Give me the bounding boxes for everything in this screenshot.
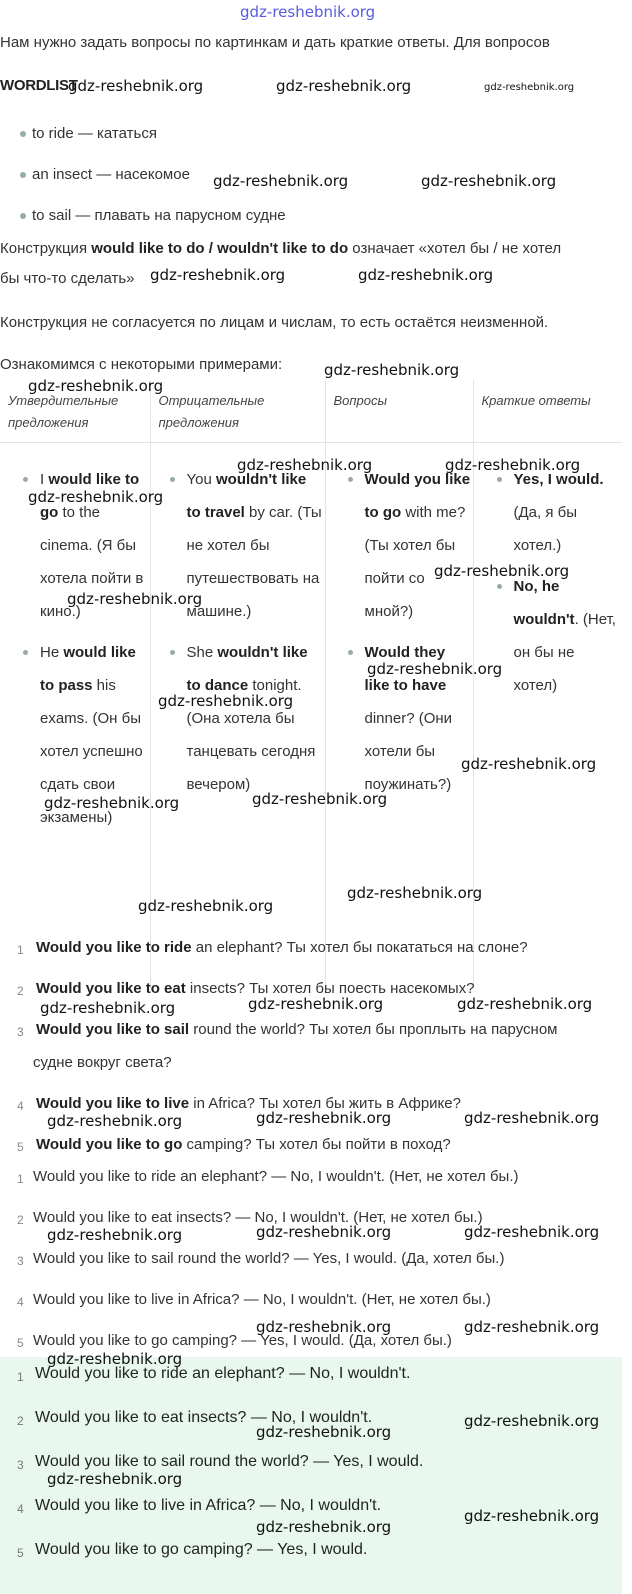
item-number: 1 <box>17 1172 24 1186</box>
final-answer-line: Would you like to sail round the world? — Yes, I would. <box>35 1453 424 1470</box>
watermark: gdz-reshebnik.org <box>150 266 286 284</box>
watermark: gdz-reshebnik.org <box>256 1423 392 1441</box>
item-number: 5 <box>17 1546 24 1560</box>
bullet <box>20 131 26 137</box>
question-line: Would you like to eat insects? Ты хотел бы поесть насекомых? <box>36 980 475 997</box>
watermark: gdz-reshebnik.org <box>434 562 570 580</box>
watermark: gdz-reshebnik.org <box>47 1112 183 1130</box>
final-answer-line: Would you like to ride an elephant? — No, I wouldn't. <box>35 1365 411 1382</box>
final-answer-line: Would you like to go camping? — Yes, I would. <box>35 1541 368 1558</box>
watermark: gdz-reshebnik.org <box>256 1223 392 1241</box>
examples-intro: Ознакомимся с некоторыми примерами: <box>0 356 283 373</box>
watermark: gdz-reshebnik.org <box>256 1518 392 1536</box>
watermark: gdz-reshebnik.org <box>28 488 164 506</box>
item-number: 2 <box>17 984 24 998</box>
wordlist-item: to sail — плавать на парусном судне <box>32 207 286 224</box>
header-questions: Вопросы <box>325 380 473 443</box>
watermark: gdz-reshebnik.org <box>484 82 575 93</box>
question-line: Would you like to go camping? Ты хотел бы пойти в поход? <box>36 1136 451 1153</box>
intro-text: Нам нужно задать вопросы по картинкам и дать краткие ответы. Для вопросов <box>0 34 550 51</box>
watermark: gdz-reshebnik.org <box>324 361 460 379</box>
watermark: gdz-reshebnik.org <box>158 692 294 710</box>
example: No, he wouldn't. (Нет, он бы не хотел) <box>514 570 623 702</box>
watermark: gdz-reshebnik.org <box>138 897 274 915</box>
watermark: gdz-reshebnik.org <box>276 77 412 95</box>
watermark: gdz-reshebnik.org <box>347 884 483 902</box>
answer-line: Would you like to sail round the world? — Yes, I would. (Да, хотел бы.) <box>33 1250 505 1267</box>
header-negative: Отрицательные предложения <box>150 380 325 443</box>
watermark: gdz-reshebnik.org <box>457 995 593 1013</box>
item-number: 3 <box>17 1254 24 1268</box>
question-line: Would you like to ride an elephant? Ты хотел бы покататься на слоне? <box>36 939 528 956</box>
questions-cell <box>325 443 473 989</box>
watermark: gdz-reshebnik.org <box>40 999 176 1017</box>
watermark: gdz-reshebnik.org <box>464 1412 600 1430</box>
item-number: 3 <box>17 1025 24 1039</box>
item-number: 2 <box>17 1213 24 1227</box>
watermark: gdz-reshebnik.org <box>28 377 164 395</box>
watermark: gdz-reshebnik.org <box>464 1318 600 1336</box>
wordlist-title: WORDLIST <box>0 77 78 94</box>
final-answer-line: Would you like to eat insects? — No, I wouldn't. <box>35 1409 373 1426</box>
answer-line: Would you like to ride an elephant? — No, I wouldn't. (Нет, не хотел бы.) <box>33 1168 519 1185</box>
construction-paragraph-line2: бы что-то сделать» <box>0 270 135 287</box>
answer-line: Would you like to go camping? — Yes, I would. (Да, хотел бы.) <box>33 1332 452 1349</box>
item-number: 2 <box>17 1414 24 1428</box>
wordlist-item: to ride — кататься <box>32 125 157 142</box>
answer-line: Would you like to eat insects? — No, I wouldn't. (Нет, не хотел бы.) <box>33 1209 483 1226</box>
watermark: gdz-reshebnik.org <box>445 456 581 474</box>
agreement-paragraph: Конструкция не согласуется по лицам и числам, то есть остаётся неизменной. <box>0 314 549 331</box>
watermark: gdz-reshebnik.org <box>240 3 376 21</box>
watermark: gdz-reshebnik.org <box>464 1223 600 1241</box>
header-short-answers: Краткие ответы <box>473 380 622 443</box>
example: Would they like to have dinner? (Они хотели бы поужинать?) <box>365 636 473 801</box>
bullet <box>20 172 26 178</box>
watermark: gdz-reshebnik.org <box>256 1109 392 1127</box>
item-number: 4 <box>17 1502 24 1516</box>
wordlist-item: an insect — насекомое <box>32 166 190 183</box>
watermark: gdz-reshebnik.org <box>252 790 388 808</box>
watermark: gdz-reshebnik.org <box>256 1318 392 1336</box>
question-line: Would you like to live in Africa? Ты хотел бы жить в Африке? <box>36 1095 461 1112</box>
watermark: gdz-reshebnik.org <box>358 266 494 284</box>
final-answer-line: Would you like to live in Africa? — No, I wouldn't. <box>35 1497 382 1514</box>
construction-paragraph: Конструкция would like to do / wouldn't like to do означает «хотел бы / не хотел <box>0 240 562 257</box>
watermark: gdz-reshebnik.org <box>367 660 503 678</box>
example: I would like to go to the cinema. (Я бы хотела пойти в кино.) <box>40 463 150 628</box>
item-number: 1 <box>17 1370 24 1384</box>
example: She wouldn't like to dance tonight. (Она хотела бы танцевать сегодня вечером) <box>187 636 325 801</box>
answer-line: Would you like to live in Africa? — No, I wouldn't. (Нет, не хотел бы.) <box>33 1291 491 1308</box>
question-line-cont: судне вокруг света? <box>33 1054 172 1071</box>
watermark: gdz-reshebnik.org <box>464 1109 600 1127</box>
item-number: 5 <box>17 1336 24 1350</box>
short-answers-cell <box>473 443 622 989</box>
watermark: gdz-reshebnik.org <box>47 1470 183 1488</box>
item-number: 4 <box>17 1099 24 1113</box>
example: He would like to pass his exams. (Он бы хотел успешно сдать свои экзамены) <box>40 636 150 834</box>
affirmative-cell <box>0 443 150 989</box>
watermark: gdz-reshebnik.org <box>47 1350 183 1368</box>
question-line: Would you like to sail round the world? Ты хотел бы проплыть на парусном <box>36 1021 558 1038</box>
example: You wouldn't like to travel by car. (Ты не хотел бы путешествовать на машине.) <box>187 463 325 628</box>
watermark: gdz-reshebnik.org <box>44 794 180 812</box>
example: Yes, I would. (Да, я бы хотел.) <box>514 463 623 562</box>
watermark: gdz-reshebnik.org <box>213 172 349 190</box>
watermark: gdz-reshebnik.org <box>237 456 373 474</box>
watermark: gdz-reshebnik.org <box>248 995 384 1013</box>
watermark: gdz-reshebnik.org <box>421 172 557 190</box>
watermark: gdz-reshebnik.org <box>47 1226 183 1244</box>
bullet <box>20 213 26 219</box>
watermark: gdz-reshebnik.org <box>464 1507 600 1525</box>
example: Would you like to go with me? (Ты хотел бы пойти со мной?) <box>365 463 473 628</box>
item-number: 4 <box>17 1295 24 1309</box>
item-number: 3 <box>17 1458 24 1472</box>
watermark: gdz-reshebnik.org <box>461 755 597 773</box>
header-affirmative: Утвердительные предложения <box>0 380 150 443</box>
watermark: gdz-reshebnik.org <box>68 77 204 95</box>
item-number: 5 <box>17 1140 24 1154</box>
watermark: gdz-reshebnik.org <box>67 590 203 608</box>
item-number: 1 <box>17 943 24 957</box>
